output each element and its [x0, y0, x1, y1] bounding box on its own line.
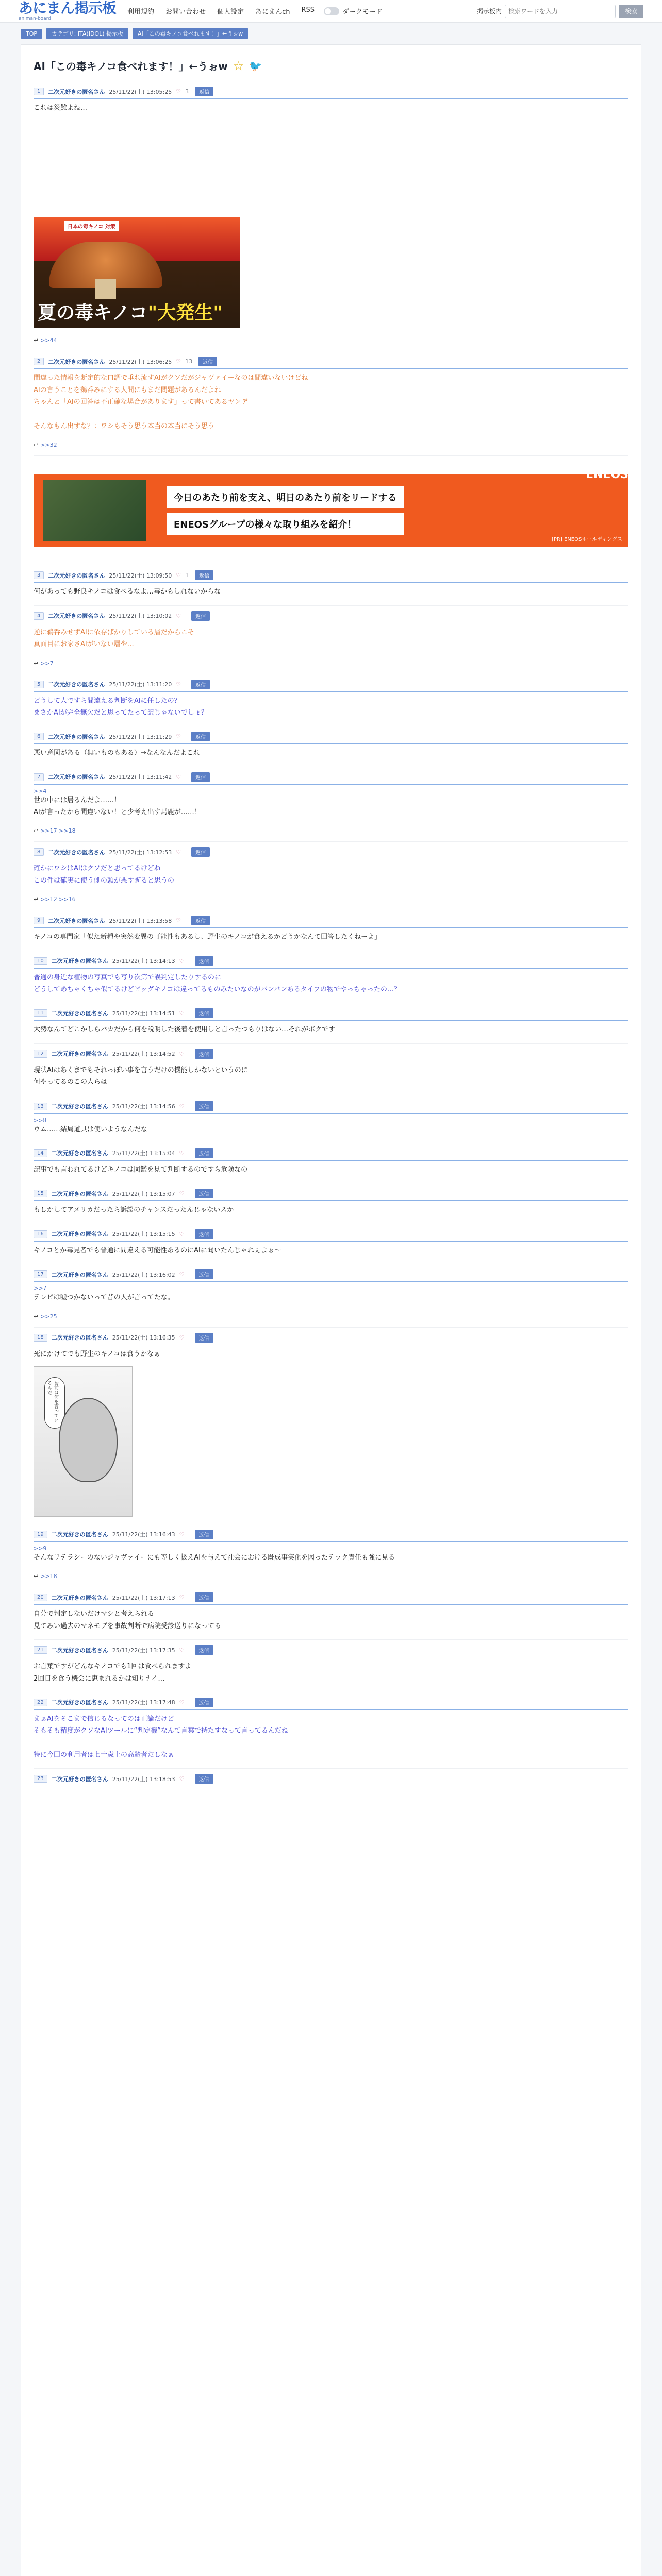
post: [34, 1328, 628, 1524]
post-body: 死にかけてでも野生のキノコは食うかなぁ: [34, 1350, 161, 1358]
post: [34, 842, 628, 910]
post-date: 25/11/22(土) 13:16:35: [112, 1334, 175, 1342]
post-number[interactable]: 4: [34, 612, 44, 620]
post-author: 二次元好きの匿名さん: [51, 958, 108, 965]
post-header: [34, 1148, 628, 1161]
reply-arrow-icon: ↩: [34, 896, 39, 903]
post-author: 二次元好きの匿名さん: [51, 1231, 108, 1238]
like-heart-icon[interactable]: ♡: [179, 1699, 185, 1706]
post-number[interactable]: 21: [34, 1646, 47, 1654]
like-heart-icon[interactable]: ♡: [179, 1775, 185, 1783]
ad-headline: 今日のあたり前を支え、明日のあたり前をリードする: [167, 486, 404, 508]
post-date: 25/11/22(土) 13:11:29: [109, 733, 172, 740]
post-header: [34, 611, 628, 623]
like-heart-icon[interactable]: ♡: [179, 957, 185, 964]
post-header: [34, 847, 628, 859]
reply-button[interactable]: 返信: [195, 956, 213, 966]
post-author: 二次元好きの匿名さん: [48, 849, 105, 856]
post-author: 二次元好きの匿名さん: [51, 1150, 108, 1157]
post-date: 25/11/22(土) 13:14:13: [112, 958, 175, 965]
logo-subtitle: animan-board: [19, 16, 51, 21]
twitter-share-icon[interactable]: 🐦: [249, 59, 262, 72]
reply-arrow-icon: ↩: [34, 827, 39, 835]
like-heart-icon[interactable]: ♡: [176, 917, 181, 924]
post-body: 確かにワシはAIはクソだと思ってるけどね この件は確実に使う側の頭が悪すぎると思うの: [34, 865, 175, 885]
post-body: 普通の身近な植物の写真でも写り次第で誤判定したりするのに どうしてめちゃくちゃ似てるけどビッグキノコは違ってるものみたいなのがバンバンあるタイプの物でやっちゃったの…？: [34, 973, 401, 994]
post-header: [34, 1333, 628, 1345]
post-author: 二次元好きの匿名さん: [51, 1647, 108, 1654]
post-references[interactable]: [34, 827, 628, 834]
post-body: 何があっても野良キノコは食べるなよ…毒かもしれないからな: [34, 588, 221, 596]
post-body: そんなリテラシーのないジャヴァイーにも等しく扱えAIを与えて社会における既成事実化を図ったテック責任も強に見る: [34, 1553, 395, 1562]
ad-image: [43, 480, 146, 541]
reply-button[interactable]: 返信: [191, 680, 210, 689]
like-heart-icon[interactable]: ♡: [176, 733, 181, 740]
post-body: キノコの専門家「似た新種や突然変異の可能性もあるし、野生のキノコが食えるかどうかなんて回答したくねーよ」: [34, 933, 382, 941]
like-heart-icon[interactable]: ♡: [179, 1010, 185, 1017]
post-body: ウム……結局道具は使いようなんだな: [34, 1125, 147, 1133]
search-area: [477, 5, 643, 18]
post-number[interactable]: 16: [34, 1230, 47, 1238]
image-banner: 日本の毒キノコ 対策: [64, 221, 119, 231]
post-date: 25/11/22(土) 13:15:07: [112, 1190, 175, 1197]
post-number[interactable]: 14: [34, 1149, 47, 1157]
reply-button[interactable]: 返信: [191, 732, 210, 741]
image-caption: [38, 298, 236, 325]
post: [34, 1587, 628, 1640]
reply-button[interactable]: 返信: [195, 1229, 213, 1239]
post-number[interactable]: 9: [34, 917, 44, 924]
post-author: 二次元好きの匿名さん: [48, 917, 105, 924]
post-body: 記事でも言われてるけどキノコは図鑑を見て判断するのですら危険なの: [34, 1165, 248, 1174]
dark-mode-label: ダークモード: [342, 8, 383, 16]
like-heart-icon[interactable]: ♡: [176, 358, 181, 365]
post-number[interactable]: 11: [34, 1009, 47, 1017]
post-date: 25/11/22(土) 13:05:25: [109, 88, 172, 95]
mushroom-stem: [95, 279, 116, 299]
like-heart-icon[interactable]: ♡: [176, 572, 181, 579]
thread-container: [21, 44, 641, 2576]
reply-button[interactable]: 返信: [195, 1101, 213, 1111]
post-author: 二次元好きの匿名さん: [51, 1775, 108, 1783]
reference-links[interactable]: >>44: [40, 337, 57, 344]
post-number[interactable]: 2: [34, 358, 44, 365]
ad-brand: ENEOS: [585, 468, 628, 482]
post-date: 25/11/22(土) 13:11:42: [109, 774, 172, 781]
post: [34, 1692, 628, 1769]
post-header: [34, 1229, 628, 1242]
post-references[interactable]: [34, 442, 628, 448]
post-date: 25/11/22(土) 13:12:53: [109, 849, 172, 856]
reference-links[interactable]: >>17 >>18: [40, 827, 76, 835]
manga-face: [59, 1398, 118, 1482]
post-body: テレビは嘘つかないって昔の人が言ってたな。: [34, 1294, 174, 1302]
like-count: 3: [185, 88, 189, 95]
post-date: 25/11/22(土) 13:14:51: [112, 1010, 175, 1017]
reply-button[interactable]: 返信: [191, 847, 210, 857]
post-author: 二次元好きの匿名さん: [48, 613, 105, 620]
post-date: 25/11/22(土) 13:13:58: [109, 917, 172, 924]
post-date: 25/11/22(土) 13:17:13: [112, 1594, 175, 1601]
ad-credit: [PR] ENEOSホールディングス: [552, 537, 622, 543]
post-number[interactable]: 22: [34, 1699, 47, 1706]
post-body: 現状AIはあくまでもそれっぽい事を言うだけの機能しかないというのに 何やってるのこの人らは: [34, 1066, 248, 1087]
post-body: どうして人ですら間違える判断をAIに任したの？ まさかAIが完全無欠だと思ってたって訳じゃないでしょ？: [34, 697, 208, 717]
post-number[interactable]: 18: [34, 1334, 47, 1342]
like-heart-icon[interactable]: ♡: [179, 1050, 185, 1057]
post-number[interactable]: 1: [34, 88, 44, 95]
post-header: [34, 570, 628, 583]
mushroom-news-image[interactable]: [34, 217, 240, 328]
post-date: 25/11/22(土) 13:16:43: [112, 1531, 175, 1538]
reply-button[interactable]: 返信: [191, 611, 210, 621]
post-header: [34, 1698, 628, 1710]
advertisement-banner[interactable]: [34, 468, 628, 547]
post: [34, 767, 628, 842]
post: [34, 1044, 628, 1096]
post-header: [34, 916, 628, 928]
post-author: 二次元好きの匿名さん: [48, 774, 105, 781]
post-author: 二次元好きの匿名さん: [48, 733, 105, 740]
reply-button[interactable]: 返信: [195, 1698, 213, 1707]
reference-links[interactable]: >>12 >>16: [40, 896, 76, 903]
reply-button[interactable]: 返信: [195, 1645, 213, 1655]
speech-bubble: お前は何を言っているんだ: [44, 1377, 65, 1429]
post-author: 二次元好きの匿名さん: [51, 1103, 108, 1110]
post-date: 25/11/22(土) 13:16:02: [112, 1271, 175, 1278]
post-header: [34, 956, 628, 969]
post: [34, 1264, 628, 1327]
post: [34, 910, 628, 951]
breadcrumb-top[interactable]: TOP: [21, 29, 42, 39]
post: [34, 1640, 628, 1692]
like-heart-icon[interactable]: ♡: [176, 849, 181, 856]
post-author: 二次元好きの匿名さん: [51, 1271, 108, 1278]
post-header: [34, 1530, 628, 1542]
post-author: 二次元好きの匿名さん: [51, 1334, 108, 1342]
like-heart-icon[interactable]: ♡: [179, 1149, 185, 1157]
post-header: [34, 1269, 628, 1282]
post-body: 自分で判定しないだけマシと考えられる 見てみい過去のマネモブを事故判断で病院受診送りになってる: [34, 1610, 222, 1630]
post-number[interactable]: 20: [34, 1594, 47, 1601]
post: [34, 1183, 628, 1224]
reference-links[interactable]: >>25: [40, 1313, 57, 1320]
post-body: お言葉ですがどんなキノコでも1回は食べられますよ 2回目を食う機会に恵まれるかは知りナイ…: [34, 1663, 192, 1683]
thread-title-row: [34, 58, 628, 73]
like-count: 1: [185, 572, 189, 579]
reply-anchor[interactable]: >>7: [34, 1285, 47, 1292]
post-number[interactable]: 3: [34, 571, 44, 579]
search-scope[interactable]: 掲示板内: [476, 8, 502, 15]
image-caption-highlight: "大発生": [147, 302, 223, 324]
reply-arrow-icon: ↩: [34, 1313, 39, 1320]
reply-button[interactable]: 返信: [195, 87, 213, 96]
post-header: [34, 1645, 628, 1657]
breadcrumb: [0, 23, 662, 44]
reply-arrow-icon: ↩: [34, 1573, 39, 1580]
reference-links[interactable]: >>18: [40, 1573, 57, 1580]
post-header: [34, 87, 628, 99]
post: [34, 726, 628, 767]
post: [34, 1524, 628, 1587]
post-header: [34, 1008, 628, 1021]
reply-arrow-icon: ↩: [34, 659, 39, 667]
reply-arrow-icon: ↩: [34, 442, 39, 449]
post-number[interactable]: 10: [34, 957, 47, 965]
post: [34, 565, 628, 605]
site-header: [0, 0, 662, 23]
post: [34, 606, 628, 674]
post-header: [34, 357, 628, 369]
search-button[interactable]: 検索: [619, 5, 643, 18]
post-number[interactable]: 13: [34, 1103, 47, 1110]
post-body: 大勢なんてどこかしらバカだから何を説明した後着を使用しと言ったつもりはない…それがボクです: [34, 1026, 336, 1034]
like-heart-icon[interactable]: ♡: [176, 681, 181, 688]
nav-contact[interactable]: お問い合わせ: [166, 8, 206, 16]
thread-title: AI「この毒キノコ食べれます！」←うぉw: [34, 60, 228, 73]
post-references[interactable]: [34, 337, 628, 344]
like-count: 13: [185, 358, 193, 365]
like-heart-icon[interactable]: ♡: [179, 1647, 185, 1654]
post-date: 25/11/22(土) 13:17:35: [112, 1647, 175, 1654]
post-number[interactable]: 19: [34, 1531, 47, 1538]
post: [34, 1769, 628, 1797]
post: [34, 1003, 628, 1043]
post-body: これは災難よね…: [34, 104, 88, 112]
nav-terms[interactable]: 利用規約: [127, 8, 155, 16]
nav-settings[interactable]: 個人設定: [217, 8, 244, 16]
post-number[interactable]: 7: [34, 773, 44, 781]
post-date: 25/11/22(土) 13:17:48: [112, 1699, 175, 1706]
reply-anchor[interactable]: >>9: [34, 1545, 47, 1552]
post-header: [34, 1049, 628, 1061]
post-number[interactable]: 17: [34, 1270, 47, 1278]
post-body: 悪い意図がある（無いものもある）→なんなんだよこれ: [34, 749, 200, 757]
post: [34, 674, 628, 727]
post-list: [34, 81, 628, 1797]
like-heart-icon[interactable]: ♡: [179, 1271, 185, 1278]
post-date: 25/11/22(土) 13:09:50: [109, 572, 172, 579]
post: [34, 1143, 628, 1183]
post-body: 世の中には居るんだよ……！ AIが言ったから間違いない！と少考え出す馬鹿が……！: [34, 796, 201, 817]
image-caption-main: 夏の毒キノコ: [38, 302, 148, 324]
post-date: 25/11/22(土) 13:06:25: [109, 358, 172, 365]
search-input[interactable]: [505, 5, 616, 18]
post: [34, 1224, 628, 1264]
post-header: [34, 1774, 628, 1786]
favorite-star-icon[interactable]: ☆: [233, 58, 244, 73]
reply-anchor[interactable]: >>8: [34, 1116, 47, 1124]
post: [34, 351, 628, 456]
post-author: 二次元好きの匿名さん: [51, 1010, 108, 1017]
post-author: 二次元好きの匿名さん: [48, 358, 105, 365]
post-header: [34, 1592, 628, 1605]
post-references[interactable]: [34, 1573, 628, 1580]
post-author: 二次元好きの匿名さん: [51, 1699, 108, 1706]
post-references[interactable]: [34, 896, 628, 903]
post-date: 25/11/22(土) 13:15:15: [112, 1231, 175, 1238]
dark-mode-switch[interactable]: [324, 7, 339, 15]
like-heart-icon[interactable]: ♡: [179, 1230, 185, 1238]
post-number[interactable]: 8: [34, 848, 44, 856]
post-header: [34, 772, 628, 785]
header-nav: [127, 6, 315, 16]
breadcrumb-category[interactable]: カテゴリ: ITA(IDOL) 掲示板: [46, 28, 128, 39]
post-body: キノコとか毒見者でも普通に間違える可能性あるのにAIに聞いたんじゃねぇよぉ～: [34, 1246, 281, 1255]
post-date: 25/11/22(土) 13:18:53: [112, 1775, 175, 1783]
reply-button[interactable]: 返信: [195, 1189, 213, 1198]
reply-anchor[interactable]: >>4: [34, 787, 47, 794]
nav-animanch[interactable]: あにまんch: [255, 8, 290, 16]
dark-mode-toggle[interactable]: [324, 6, 382, 16]
reply-button[interactable]: 返信: [195, 570, 213, 580]
post-date: 25/11/22(土) 13:14:52: [112, 1050, 175, 1058]
post-header: [34, 1189, 628, 1201]
like-heart-icon[interactable]: ♡: [179, 1190, 185, 1197]
post-author: 二次元好きの匿名さん: [48, 572, 105, 579]
logo-text[interactable]: あにまん掲示板: [19, 0, 117, 16]
post-author: 二次元好きの匿名さん: [48, 88, 105, 95]
post-number[interactable]: 15: [34, 1190, 47, 1197]
reply-button[interactable]: 返信: [195, 1530, 213, 1539]
manga-panel-image[interactable]: [34, 1366, 133, 1517]
post-header: [34, 732, 628, 744]
post-author: 二次元好きの匿名さん: [51, 1190, 108, 1197]
post-date: 25/11/22(土) 13:14:56: [112, 1103, 175, 1110]
post-number[interactable]: 5: [34, 681, 44, 688]
reference-links[interactable]: >>7: [40, 659, 54, 667]
reply-button[interactable]: 返信: [198, 357, 217, 366]
reply-button[interactable]: 返信: [191, 916, 210, 925]
reply-button[interactable]: 返信: [195, 1148, 213, 1158]
ad-texts: [146, 486, 404, 535]
like-heart-icon[interactable]: ♡: [179, 1103, 185, 1110]
post-author: 二次元好きの匿名さん: [51, 1594, 108, 1601]
reply-arrow-icon: ↩: [34, 337, 39, 344]
post-number[interactable]: 12: [34, 1050, 47, 1058]
post-author: 二次元好きの匿名さん: [51, 1050, 108, 1058]
like-heart-icon[interactable]: ♡: [179, 1531, 185, 1538]
post-header: [34, 1101, 628, 1114]
nav-rss[interactable]: RSS: [301, 6, 315, 14]
post-body: 間違った情報を断定的な口調で垂れ流すAIがクソだがジャヴァイーなのは間違いないけどね AIの言うことを鵜呑みにする人間にもまだ問題があるんだよね ちゃんと「AIの回答は不正確な場合があります」って書いてあるヤンデ そんなもん出すな？：ワシもそう思う本当の本当にそう思う: [34, 374, 308, 430]
reply-button[interactable]: 返信: [195, 1592, 213, 1602]
post-header: [34, 680, 628, 692]
like-heart-icon[interactable]: ♡: [176, 612, 181, 619]
post-date: 25/11/22(土) 13:11:20: [109, 681, 172, 688]
post-body: まぁAIをそこまで信じるなってのは正論だけど そもそも精度がクソなAIツールに“判定機”なんて言葉で持たすなって言ってるんだね 特に今回の利用者は七十歳上の高齢者だしなぁ: [34, 1715, 288, 1759]
ad-subline: ENEOSグループの様々な取り組みを紹介！: [167, 513, 404, 535]
reply-button[interactable]: 返信: [195, 1008, 213, 1018]
post-body: 逆に鵜呑みせずAIに依存ばかりしている層だからこそ 真面目にお家さAIがいない層や…: [34, 628, 194, 649]
post-references[interactable]: [34, 1313, 628, 1320]
post-references[interactable]: [34, 660, 628, 667]
breadcrumb-thread[interactable]: AI「この毒キノコ食べれます！」←うぉw: [133, 28, 248, 39]
post-author: 二次元好きの匿名さん: [51, 1531, 108, 1538]
post: [34, 81, 628, 351]
post-number[interactable]: 6: [34, 733, 44, 740]
reply-button[interactable]: 返信: [195, 1269, 213, 1279]
post-date: 25/11/22(土) 13:10:02: [109, 613, 172, 620]
post-body: もしかしてアメリカだったら訴訟のチャンスだったんじゃないスか: [34, 1206, 234, 1214]
reply-button[interactable]: 返信: [195, 1333, 213, 1343]
like-heart-icon[interactable]: ♡: [176, 88, 181, 95]
post-author: 二次元好きの匿名さん: [48, 681, 105, 688]
like-heart-icon[interactable]: ♡: [179, 1334, 185, 1341]
reply-button[interactable]: 返信: [191, 772, 210, 782]
reference-links[interactable]: >>32: [40, 442, 57, 449]
post-date: 25/11/22(土) 13:15:04: [112, 1150, 175, 1157]
like-heart-icon[interactable]: ♡: [179, 1594, 185, 1601]
reply-button[interactable]: 返信: [195, 1774, 213, 1784]
site-logo[interactable]: [19, 1, 116, 21]
reply-button[interactable]: 返信: [195, 1049, 213, 1059]
post: [34, 951, 628, 1004]
post-number[interactable]: 23: [34, 1775, 47, 1783]
like-heart-icon[interactable]: ♡: [176, 773, 181, 781]
post: [34, 1096, 628, 1143]
